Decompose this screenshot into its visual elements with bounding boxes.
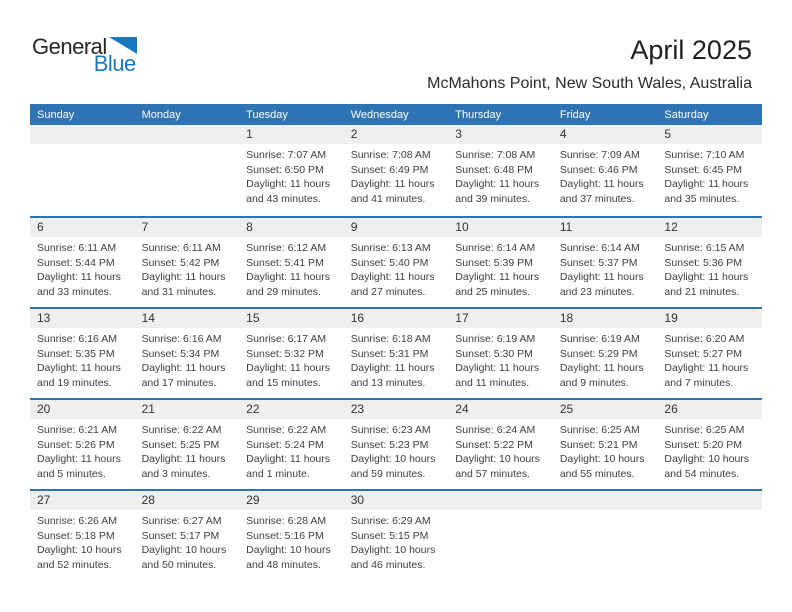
day-number-13: 13 — [30, 309, 135, 328]
sun-times-line: Sunset: 6:50 PM — [246, 163, 324, 176]
sun-times — [135, 510, 240, 572]
page-subtitle: McMahons Point, New South Wales, Australia — [427, 74, 752, 92]
sun-times-line: Sunset: 5:23 PM — [350, 438, 429, 451]
sun-times-line: Sunset: 5:29 PM — [559, 347, 638, 360]
day-cell-empty — [657, 491, 762, 580]
sun-times-line: and 5 minutes. — [37, 467, 106, 480]
sun-times — [344, 510, 449, 572]
weekday-header-row — [30, 104, 762, 125]
day-number-6: 6 — [30, 218, 135, 237]
sun-times — [448, 237, 553, 299]
sun-times — [657, 419, 762, 481]
sun-times-line: Sunrise: 6:11 AM — [141, 242, 221, 254]
sun-times-line: and 55 minutes. — [559, 467, 635, 480]
day-cell-14 — [135, 309, 240, 398]
sun-times — [344, 144, 449, 206]
sun-times — [135, 328, 240, 390]
sun-times-line: and 57 minutes. — [455, 467, 530, 480]
sun-times — [657, 144, 762, 206]
sun-times-line: Daylight: 11 hours — [141, 271, 226, 284]
day-number-23: 23 — [344, 400, 449, 419]
sun-times-line: Sunset: 5:27 PM — [664, 347, 743, 360]
day-cell-16 — [344, 309, 449, 398]
sun-times-line: and 46 minutes. — [350, 558, 426, 571]
sun-times-line: and 59 minutes. — [350, 467, 426, 480]
sun-times — [30, 237, 135, 299]
sun-times-line: Sunrise: 6:29 AM — [350, 515, 431, 527]
sun-times-line: Sunrise: 6:24 AM — [455, 424, 536, 436]
sun-times-line: Daylight: 10 hours — [559, 453, 645, 466]
sun-times-line: Sunrise: 6:15 AM — [664, 242, 745, 254]
sun-times-line: Daylight: 10 hours — [246, 544, 331, 557]
sun-times — [239, 510, 344, 572]
sun-times-line: and 50 minutes. — [141, 558, 217, 571]
day-number-19: 19 — [657, 309, 762, 328]
sun-times-line: and 17 minutes. — [141, 376, 217, 389]
day-cell-2 — [344, 125, 449, 216]
sun-times-line: Sunrise: 6:25 AM — [559, 424, 640, 436]
sun-times-line: Sunrise: 6:23 AM — [350, 424, 431, 436]
day-cell-26 — [657, 400, 762, 489]
sun-times-line: and 9 minutes. — [559, 376, 629, 389]
day-number-blank — [553, 491, 658, 510]
sun-times-line: Sunrise: 6:26 AM — [37, 515, 117, 527]
day-cell-9 — [344, 218, 449, 307]
sun-times-line: Sunrise: 6:17 AM — [246, 333, 327, 345]
sun-times-line: Daylight: 11 hours — [246, 178, 330, 191]
sun-times-line: and 13 minutes. — [350, 376, 426, 389]
day-number-blank — [448, 491, 553, 510]
weekday-header-thursday: Thursday — [455, 108, 502, 121]
sun-times-line: and 25 minutes. — [455, 285, 530, 298]
sun-times-line: and 35 minutes. — [664, 192, 740, 205]
day-number-24: 24 — [448, 400, 553, 419]
sun-times-line: Sunset: 5:26 PM — [37, 438, 115, 451]
sun-times-line: and 29 minutes. — [246, 285, 321, 298]
day-cell-24 — [448, 400, 553, 489]
sun-times-line: and 31 minutes. — [141, 285, 217, 298]
sun-times-line: Daylight: 10 hours — [350, 453, 436, 466]
day-number-20: 20 — [30, 400, 135, 419]
sun-times — [239, 419, 344, 481]
day-cell-12 — [657, 218, 762, 307]
day-cell-4 — [553, 125, 658, 216]
calendar-grid — [30, 104, 762, 580]
day-number-16: 16 — [344, 309, 449, 328]
sun-times-line: Daylight: 11 hours — [664, 271, 749, 284]
day-number-10: 10 — [448, 218, 553, 237]
sun-times-line: Sunset: 5:44 PM — [37, 256, 115, 269]
sun-times-line: Sunset: 5:35 PM — [37, 347, 115, 360]
sun-times-line: and 21 minutes. — [664, 285, 740, 298]
sun-times-line: Sunrise: 6:19 AM — [559, 333, 640, 345]
sun-times-line: Sunrise: 6:14 AM — [559, 242, 640, 254]
sun-times-line: Sunrise: 6:16 AM — [37, 333, 117, 345]
sun-times-line: Sunrise: 6:20 AM — [664, 333, 745, 345]
day-number-7: 7 — [135, 218, 240, 237]
sun-times-line: Daylight: 11 hours — [559, 362, 644, 375]
sun-times-line: Sunset: 6:48 PM — [455, 163, 533, 176]
day-cell-5 — [657, 125, 762, 216]
day-cell-19 — [657, 309, 762, 398]
sun-times-line: Sunset: 5:31 PM — [350, 347, 429, 360]
day-number-27: 27 — [30, 491, 135, 510]
sun-times-line: and 3 minutes. — [141, 467, 211, 480]
sun-times-line: Sunrise: 7:07 AM — [246, 149, 327, 161]
page-title: April 2025 — [630, 35, 752, 65]
sun-times — [553, 237, 658, 299]
day-cell-20 — [30, 400, 135, 489]
sun-times-line: Daylight: 10 hours — [141, 544, 227, 557]
sun-times — [135, 419, 240, 481]
day-number-blank — [30, 125, 135, 144]
day-cell-empty — [553, 491, 658, 580]
sun-times-line: Sunrise: 7:09 AM — [559, 149, 640, 161]
day-cell-18 — [553, 309, 658, 398]
day-number-4: 4 — [553, 125, 658, 144]
sun-times-line: and 48 minutes. — [246, 558, 321, 571]
sun-times-line: Sunrise: 6:27 AM — [141, 515, 222, 527]
day-number-26: 26 — [657, 400, 762, 419]
sun-times-line: Sunrise: 6:25 AM — [664, 424, 745, 436]
weekday-header-wednesday: Wednesday — [350, 108, 409, 121]
sun-times — [239, 237, 344, 299]
sun-times-line: Daylight: 11 hours — [559, 178, 644, 191]
sun-times — [344, 419, 449, 481]
sun-times-line: Daylight: 11 hours — [664, 362, 749, 375]
logo-text-general: General — [32, 34, 107, 59]
day-number-blank — [135, 125, 240, 144]
sun-times-line: Daylight: 11 hours — [350, 271, 435, 284]
day-cell-empty — [448, 491, 553, 580]
sun-times-line: Sunrise: 6:22 AM — [246, 424, 327, 436]
sun-times-line: Sunset: 5:39 PM — [455, 256, 533, 269]
week-row-5 — [30, 489, 762, 580]
sun-times-line: Sunrise: 6:18 AM — [350, 333, 431, 345]
sun-times-line: Daylight: 11 hours — [350, 178, 435, 191]
day-cell-1 — [239, 125, 344, 216]
sun-times — [657, 237, 762, 299]
day-cell-22 — [239, 400, 344, 489]
sun-times-line: Daylight: 11 hours — [664, 178, 749, 191]
calendar-weeks — [30, 125, 762, 580]
day-number-28: 28 — [135, 491, 240, 510]
day-number-blank — [657, 491, 762, 510]
day-number-18: 18 — [553, 309, 658, 328]
sun-times-line: and 23 minutes. — [559, 285, 635, 298]
sun-times — [30, 510, 135, 572]
day-cell-17 — [448, 309, 553, 398]
title-block — [427, 36, 752, 93]
day-cell-10 — [448, 218, 553, 307]
sun-times-line: and 11 minutes. — [455, 376, 530, 389]
sun-times-line: and 19 minutes. — [37, 376, 112, 389]
sun-times — [344, 237, 449, 299]
sun-times-line: Sunset: 5:32 PM — [246, 347, 324, 360]
sun-times — [448, 144, 553, 206]
sun-times-line: Daylight: 11 hours — [37, 271, 121, 284]
sun-times-line: Daylight: 11 hours — [350, 362, 435, 375]
day-number-30: 30 — [344, 491, 449, 510]
day-number-9: 9 — [344, 218, 449, 237]
sun-times-line: and 41 minutes. — [350, 192, 426, 205]
sun-times — [448, 419, 553, 481]
sun-times-line: and 27 minutes. — [350, 285, 426, 298]
weekday-header-saturday: Saturday — [664, 108, 709, 121]
day-cell-23 — [344, 400, 449, 489]
sun-times-line: Daylight: 11 hours — [37, 453, 121, 466]
weekday-header-tuesday: Tuesday — [246, 108, 288, 121]
sun-times — [553, 419, 658, 481]
day-cell-27 — [30, 491, 135, 580]
sun-times — [135, 237, 240, 299]
day-cell-empty — [30, 125, 135, 216]
sun-times-line: Sunset: 5:37 PM — [559, 256, 638, 269]
sun-times-line: Sunset: 6:46 PM — [559, 163, 638, 176]
day-cell-21 — [135, 400, 240, 489]
sun-times-line: and 43 minutes. — [246, 192, 321, 205]
sun-times-line: and 39 minutes. — [455, 192, 530, 205]
sun-times-line: and 37 minutes. — [559, 192, 635, 205]
logo-text-blue: Blue — [93, 51, 136, 76]
page-header — [0, 0, 792, 100]
sun-times-line: Sunset: 6:49 PM — [350, 163, 429, 176]
sun-times-line: and 52 minutes. — [37, 558, 112, 571]
sun-times-line: and 15 minutes. — [246, 376, 321, 389]
sun-times-line: Sunrise: 6:22 AM — [141, 424, 222, 436]
sun-times-line: Sunset: 5:20 PM — [664, 438, 743, 451]
day-number-11: 11 — [553, 218, 658, 237]
sun-times-line: Sunset: 6:45 PM — [664, 163, 743, 176]
sun-times-line: Sunrise: 6:16 AM — [141, 333, 222, 345]
sun-times-line: Daylight: 11 hours — [455, 271, 540, 284]
day-cell-6 — [30, 218, 135, 307]
sun-times — [553, 144, 658, 206]
sun-times-line: Sunrise: 6:13 AM — [350, 242, 431, 254]
day-cell-29 — [239, 491, 344, 580]
general-blue-logo — [32, 36, 137, 75]
sun-times-line: Sunrise: 6:12 AM — [246, 242, 327, 254]
sun-times-line: Daylight: 10 hours — [455, 453, 540, 466]
day-number-17: 17 — [448, 309, 553, 328]
sun-times-line: Daylight: 11 hours — [141, 362, 226, 375]
day-cell-28 — [135, 491, 240, 580]
sun-times — [344, 328, 449, 390]
sun-times-line: Sunset: 5:34 PM — [141, 347, 220, 360]
sun-times-line: Daylight: 11 hours — [246, 271, 330, 284]
day-number-12: 12 — [657, 218, 762, 237]
sun-times-line: Sunrise: 7:10 AM — [664, 149, 745, 161]
sun-times-line: and 7 minutes. — [664, 376, 734, 389]
weekday-header-monday: Monday — [141, 108, 181, 121]
sun-times-line: Sunset: 5:30 PM — [455, 347, 533, 360]
sun-times-line: Sunset: 5:25 PM — [141, 438, 220, 451]
week-row-2 — [30, 216, 762, 307]
day-number-22: 22 — [239, 400, 344, 419]
day-number-5: 5 — [657, 125, 762, 144]
day-cell-3 — [448, 125, 553, 216]
sun-times-line: and 1 minute. — [246, 467, 310, 480]
sun-times-line: and 54 minutes. — [664, 467, 740, 480]
day-cell-13 — [30, 309, 135, 398]
day-cell-empty — [135, 125, 240, 216]
sun-times-line: Sunrise: 6:21 AM — [37, 424, 117, 436]
sun-times — [30, 419, 135, 481]
day-number-8: 8 — [239, 218, 344, 237]
sun-times — [30, 328, 135, 390]
sun-times-line: Sunset: 5:16 PM — [246, 529, 324, 542]
day-number-29: 29 — [239, 491, 344, 510]
sun-times-line: Sunset: 5:22 PM — [455, 438, 533, 451]
day-cell-8 — [239, 218, 344, 307]
sun-times-line: Sunset: 5:40 PM — [350, 256, 429, 269]
sun-times-line: Sunset: 5:24 PM — [246, 438, 324, 451]
sun-times — [448, 328, 553, 390]
sun-times-line: Sunrise: 6:11 AM — [37, 242, 117, 254]
day-number-1: 1 — [239, 125, 344, 144]
day-number-15: 15 — [239, 309, 344, 328]
sun-times-line: Sunrise: 6:19 AM — [455, 333, 536, 345]
sun-times — [657, 328, 762, 390]
sun-times-line: Sunset: 5:21 PM — [559, 438, 638, 451]
day-cell-7 — [135, 218, 240, 307]
sun-times-line: Daylight: 10 hours — [664, 453, 750, 466]
sun-times-line: Daylight: 11 hours — [455, 362, 540, 375]
sun-times-line: Daylight: 11 hours — [37, 362, 121, 375]
sun-times-line: Sunset: 5:41 PM — [246, 256, 324, 269]
day-cell-30 — [344, 491, 449, 580]
day-number-14: 14 — [135, 309, 240, 328]
sun-times-line: Sunset: 5:36 PM — [664, 256, 743, 269]
sun-times-line: Daylight: 11 hours — [141, 453, 226, 466]
day-cell-15 — [239, 309, 344, 398]
sun-times-line: Daylight: 11 hours — [246, 362, 330, 375]
sun-times-line: Sunset: 5:42 PM — [141, 256, 220, 269]
day-cell-25 — [553, 400, 658, 489]
day-number-21: 21 — [135, 400, 240, 419]
weekday-header-friday: Friday — [559, 108, 591, 121]
week-row-1 — [30, 125, 762, 216]
sun-times-line: Sunrise: 6:28 AM — [246, 515, 327, 527]
sun-times-line: Sunrise: 7:08 AM — [350, 149, 431, 161]
sun-times-line: Sunset: 5:18 PM — [37, 529, 115, 542]
day-number-2: 2 — [344, 125, 449, 144]
sun-times-line: Daylight: 11 hours — [246, 453, 330, 466]
sun-times-line: Sunset: 5:17 PM — [141, 529, 220, 542]
day-cell-11 — [553, 218, 658, 307]
sun-times-line: Daylight: 11 hours — [455, 178, 540, 191]
sun-times-line: and 33 minutes. — [37, 285, 112, 298]
sun-times-line: Daylight: 11 hours — [559, 271, 644, 284]
week-row-4 — [30, 398, 762, 489]
day-number-3: 3 — [448, 125, 553, 144]
weekday-header-sunday: Sunday — [37, 108, 75, 121]
sun-times — [239, 328, 344, 390]
sun-times-line: Daylight: 10 hours — [350, 544, 436, 557]
sun-times-line: Sunrise: 6:14 AM — [455, 242, 536, 254]
sun-times — [239, 144, 344, 206]
sun-times-line: Sunset: 5:15 PM — [350, 529, 429, 542]
week-row-3 — [30, 307, 762, 398]
day-number-25: 25 — [553, 400, 658, 419]
sun-times-line: Sunrise: 7:08 AM — [455, 149, 536, 161]
sun-times — [553, 328, 658, 390]
sun-times-line: Daylight: 10 hours — [37, 544, 122, 557]
